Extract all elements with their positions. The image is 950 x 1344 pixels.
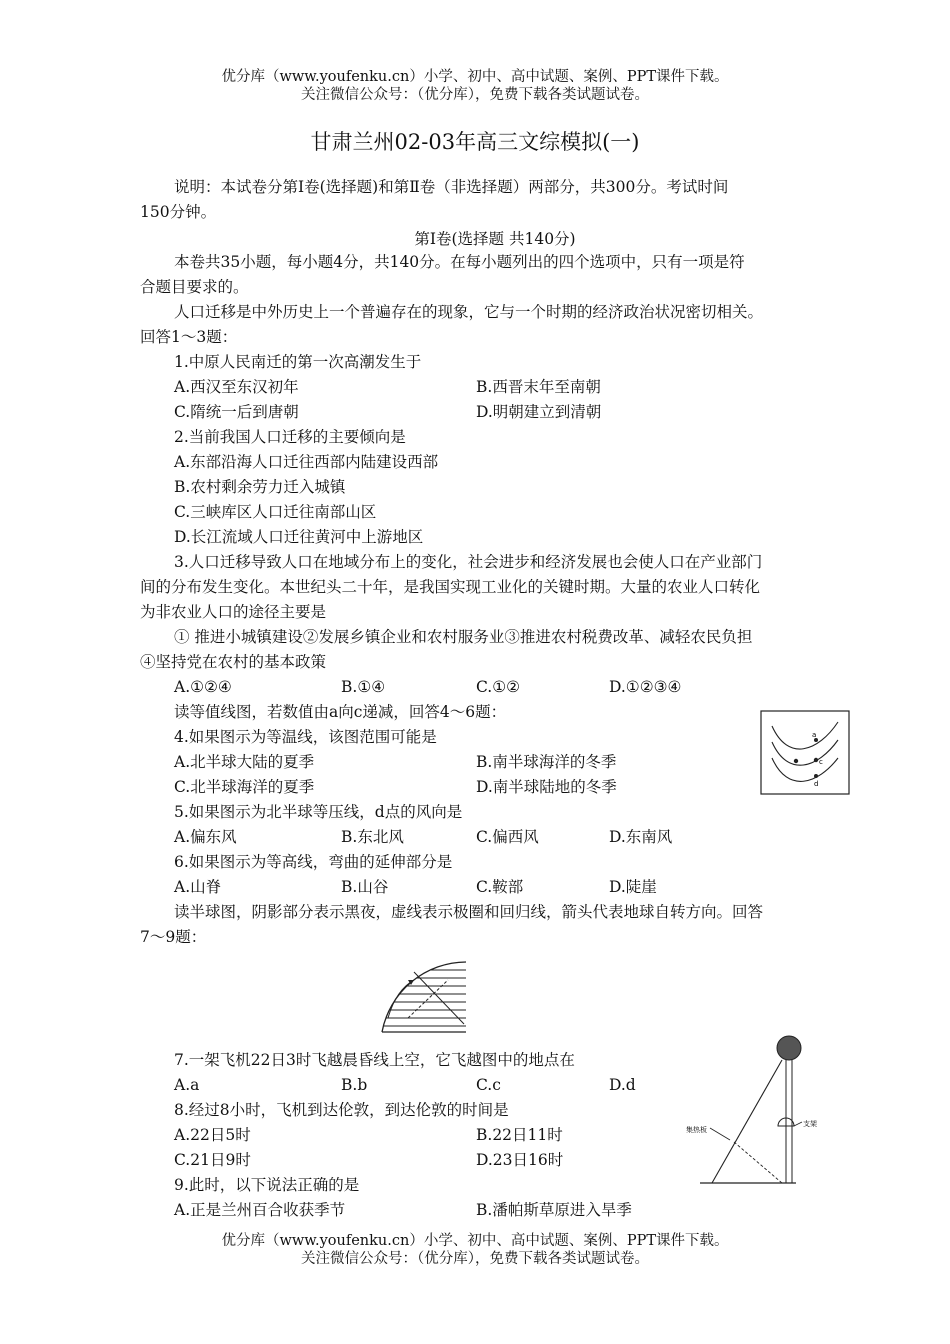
- q3-stem-line-3: 为非农业人口的途径主要是: [140, 603, 327, 621]
- point-d: [814, 774, 818, 778]
- q8-option-c: C.21日9时: [174, 1151, 251, 1169]
- q4-option-c: C.北半球海洋的夏季: [174, 778, 315, 796]
- q3-items-line-1: ① 推进小城镇建设②发展乡镇企业和农村服务业③推进农村税费改革、减轻农民负担: [174, 628, 753, 646]
- q7-option-a: A.a: [174, 1076, 200, 1094]
- sun-ray: [712, 1060, 782, 1183]
- q9-option-a: A.正是兰州百合收获季节: [174, 1201, 346, 1219]
- q7-option-c: C.c: [476, 1076, 501, 1094]
- q6-stem: 6.如果图示为等高线，弯曲的延伸部分是: [174, 853, 453, 871]
- isoline-figure: [760, 710, 850, 795]
- q4-option-b: B.南半球海洋的冬季: [476, 753, 617, 771]
- q5-stem: 5.如果图示为北半球等压线，d点的风向是: [174, 803, 463, 821]
- q6-option-c: C.鞍部: [476, 878, 524, 896]
- hemisphere-outline: [382, 962, 466, 1032]
- q2-option-b: B.农村剩余劳力迁入城镇: [174, 478, 346, 496]
- q5-option-a: A.偏东风: [174, 828, 237, 846]
- q1-option-a: A.西汉至东汉初年: [174, 378, 299, 396]
- support-leader: [794, 1122, 802, 1126]
- q5-option-d: D.东南风: [609, 828, 673, 846]
- header-banner: [0, 68, 950, 104]
- point-c: [814, 758, 818, 762]
- q3-option-d: D.①②③④: [609, 678, 682, 696]
- passage2: 读等值线图，若数值由a向c递减，回答4～6题：: [174, 703, 507, 721]
- q1-option-c: C.隋统一后到唐朝: [174, 403, 299, 421]
- intro-line-1: 说明：本试卷分第Ⅰ卷(选择题)和第Ⅱ卷（非选择题）两部分，共300分。考试时间: [174, 178, 729, 196]
- label-a: a: [812, 731, 817, 739]
- isoline-3: [772, 758, 838, 781]
- footer-banner: [0, 1232, 950, 1268]
- terminator-line: [414, 972, 464, 1024]
- q4-stem: 4.如果图示为等温线，该图范围可能是: [174, 728, 437, 746]
- header-line-1: 优分库（www.youfenku.cn）小学、初中、高中试题、案例、PPT课件下载。: [221, 69, 729, 85]
- night-hatching: [378, 970, 470, 1026]
- q2-option-a: A.东部沿海人口迁往西部内陆建设西部: [174, 453, 439, 471]
- isoline-1: [772, 722, 838, 749]
- q3-option-a: A.①②④: [174, 678, 232, 696]
- label-d: d: [814, 780, 819, 788]
- hemisphere-figure: [378, 958, 470, 1034]
- q2-stem: 2.当前我国人口迁移的主要倾向是: [174, 428, 406, 446]
- passage1-line-1: 人口迁移是中外历史上一个普遍存在的现象，它与一个时期的经济政治状况密切相关。: [174, 303, 764, 321]
- q2-option-d: D.长江流域人口迁往黄河中上游地区: [174, 528, 424, 546]
- q4-option-a: A.北半球大陆的夏季: [174, 753, 315, 771]
- point-b: [794, 759, 798, 763]
- q3-option-c: C.①②: [476, 678, 521, 696]
- q3-option-b: B.①④: [341, 678, 386, 696]
- q8-option-d: D.23日16时: [476, 1151, 564, 1169]
- intro-line-2: 150分钟。: [140, 203, 217, 221]
- q1-stem: 1.中原人民南迁的第一次高潮发生于: [174, 353, 422, 371]
- sun: [777, 1036, 801, 1060]
- passage3-line-2: 7～9题：: [140, 928, 207, 946]
- q1-option-d: D.明朝建立到清朝: [476, 403, 602, 421]
- passage1-line-2: 回答1～3题：: [140, 328, 238, 346]
- q7-option-b: B.b: [341, 1076, 368, 1094]
- q5-option-c: C.偏西风: [476, 828, 539, 846]
- q3-stem-line-1: 3.人口迁移导致人口在地域分布上的变化，社会进步和经济发展也会使人口在产业部门: [174, 553, 763, 571]
- passage3-line-1: 读半球图，阴影部分表示黑夜，虚线表示极圈和回归线，箭头代表地球自转方向。回答: [174, 903, 764, 921]
- collector-figure: [682, 1030, 832, 1190]
- q3-stem-line-2: 间的分布发生变化。本世纪头二十年，是我国实现工业化的关键时期。大量的农业人口转化: [140, 578, 761, 596]
- isoline-2: [772, 740, 838, 765]
- q8-option-b: B.22日11时: [476, 1126, 563, 1144]
- q7-option-d: D.d: [609, 1076, 636, 1094]
- q3-items-line-2: ④坚持党在农村的基本政策: [140, 653, 327, 671]
- header-line-2: 关注微信公众号：（优分库），免费下载各类试题试卷。: [301, 87, 649, 103]
- collector-panel: [734, 1142, 782, 1183]
- q5-option-b: B.东北风: [341, 828, 404, 846]
- q6-option-a: A.山脊: [174, 878, 222, 896]
- page-title: 甘肃兰州02-03年高三文综模拟(一): [310, 130, 640, 154]
- q8-option-a: A.22日5时: [174, 1126, 251, 1144]
- label-c: c: [819, 758, 823, 766]
- q6-option-b: B.山谷: [341, 878, 389, 896]
- q8-stem: 8.经过8小时，飞机到达伦敦，到达伦敦的时间是: [174, 1101, 509, 1119]
- q9-stem: 9.此时，以下说法正确的是: [174, 1176, 360, 1194]
- q2-option-c: C.三峡库区人口迁往南部山区: [174, 503, 377, 521]
- section-title: 第Ⅰ卷(选择题 共140分): [414, 230, 576, 248]
- q7-stem: 7.一架飞机22日3时飞越晨昏线上空，它飞越图中的地点在: [174, 1051, 575, 1069]
- support-label: 支架: [803, 1120, 817, 1128]
- q6-option-d: D.陡崖: [609, 878, 657, 896]
- q1-option-b: B.西晋末年至南朝: [476, 378, 601, 396]
- footer-line-1: 优分库（www.youfenku.cn）小学、初中、高中试题、案例、PPT课件下载。: [221, 1233, 729, 1249]
- section-note-line-1: 本卷共35小题，每小题4分，共140分。在每小题列出的四个选项中，只有一项是符: [174, 253, 745, 271]
- collector-leader: [710, 1128, 730, 1140]
- q4-option-d: D.南半球陆地的冬季: [476, 778, 617, 796]
- q9-option-b: B.潘帕斯草原进入旱季: [476, 1201, 632, 1219]
- footer-line-2: 关注微信公众号：（优分库），免费下载各类试题试卷。: [301, 1251, 649, 1267]
- section-note-line-2: 合题目要求的。: [140, 278, 249, 296]
- collector-label: 集热板: [686, 1126, 707, 1134]
